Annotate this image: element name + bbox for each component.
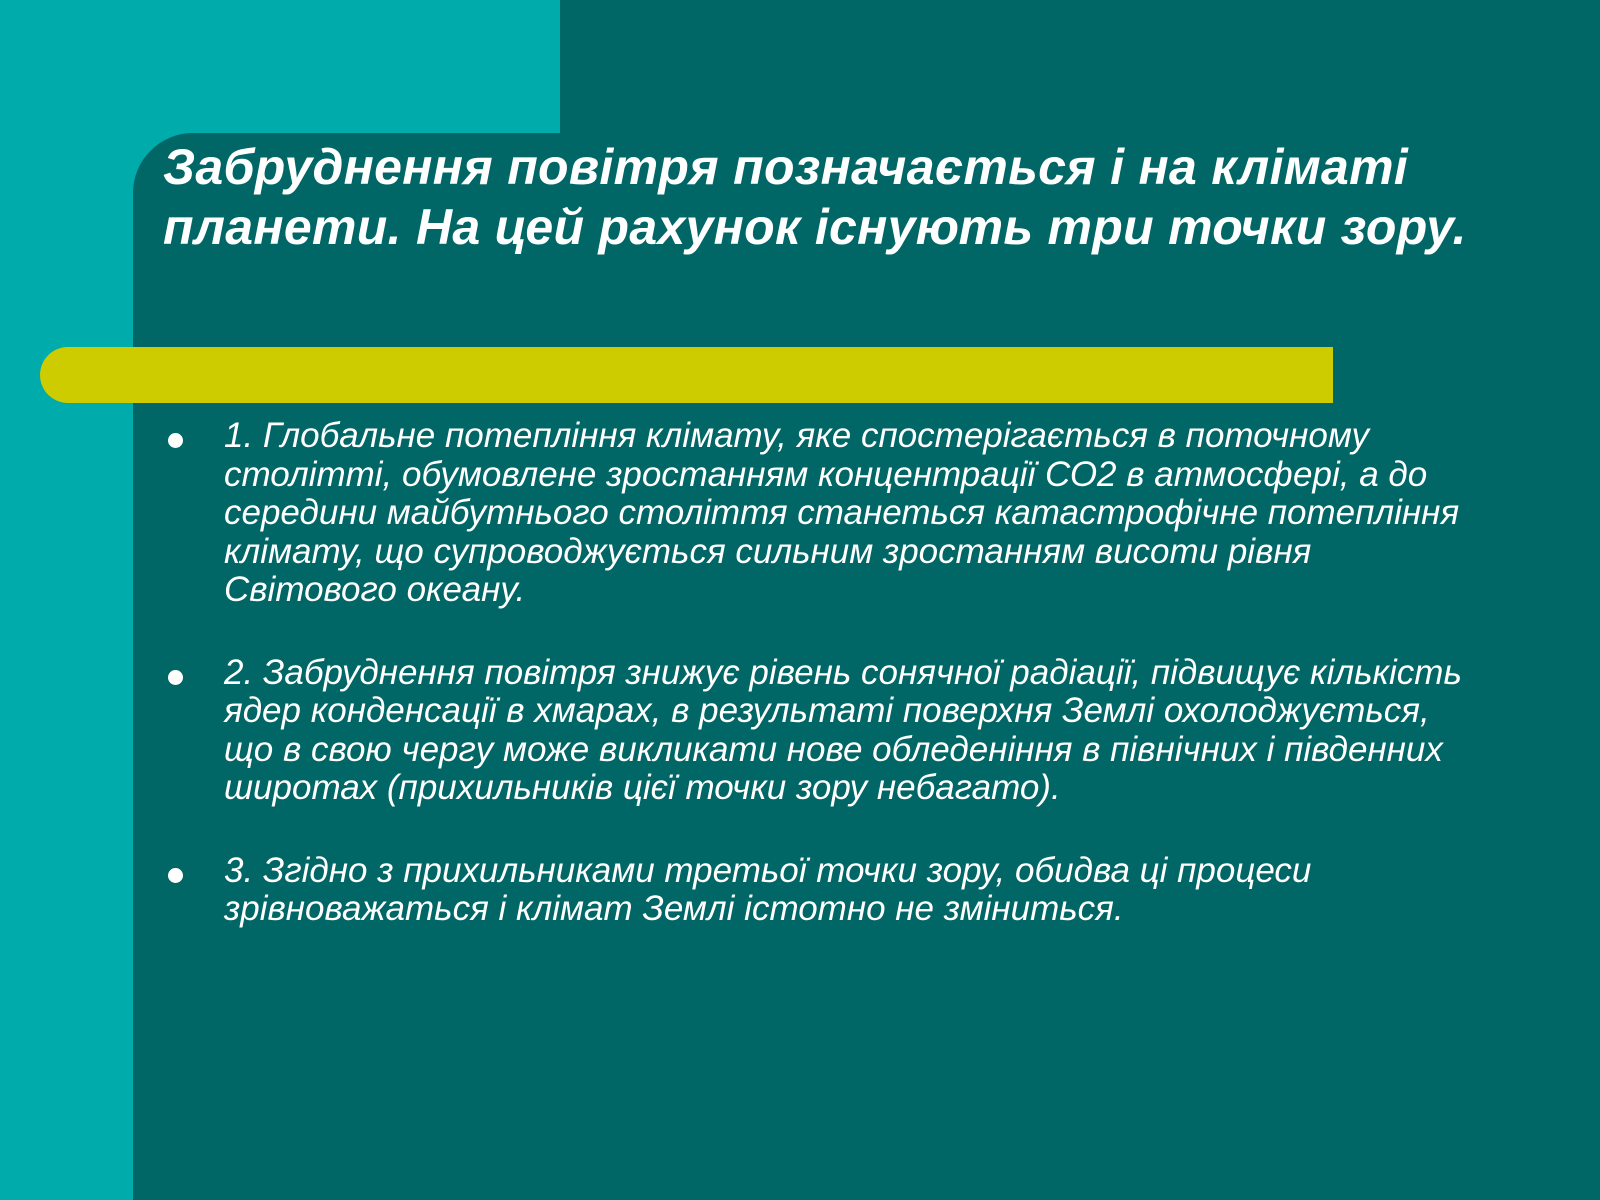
bullet-text: 3. Згідно з прихильниками третьої точки зору, обидва ці процеси зрівноважаться і клімат Землі істотно не зміниться. bbox=[224, 850, 1312, 928]
accent-bar bbox=[40, 347, 1333, 403]
bullet-text: 1. Глобальне потепління клімату, яке спостерігається в поточному столітті, обумовлене зростанням концентрації СО2 в атмосфері, а до середини майбутнього століття станеться катастрофічне потепління клімату, що супроводжується сильним зростанням висоти рівня Світового океану. bbox=[224, 416, 1460, 609]
bullet-dot-icon bbox=[168, 433, 183, 448]
slide-title: Забруднення повітря позначається і на кліматі планети. На цей рахунок існують три точки зору. bbox=[163, 139, 1467, 255]
bullet-point-3 bbox=[163, 852, 1483, 929]
bullet-dot-icon bbox=[168, 670, 183, 685]
bullet-list bbox=[163, 417, 1483, 973]
bullet-text: 2. Забруднення повітря знижує рівень сонячної радіації, підвищує кількість ядер конденсації в хмарах, в результаті поверхня Землі охолоджується, що в свою чергу може викликати нове обледеніння в північних і південних широтах (прихильників цієї точки зору небагато). bbox=[224, 652, 1462, 807]
bullet-point-1 bbox=[163, 417, 1483, 610]
bullet-dot-icon bbox=[168, 868, 183, 883]
bullet-point-2 bbox=[163, 654, 1483, 808]
